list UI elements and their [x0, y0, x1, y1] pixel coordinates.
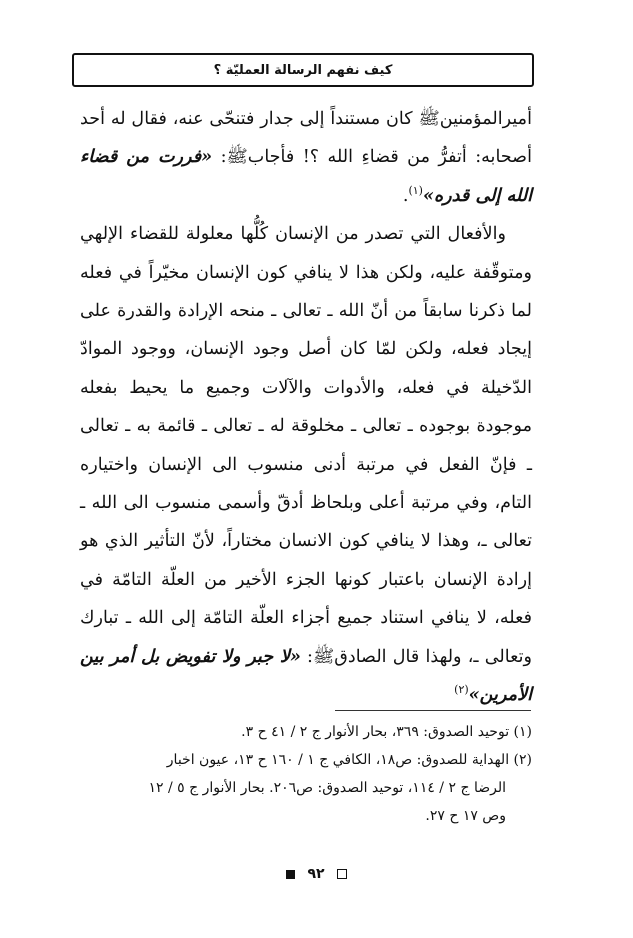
footnote-2-line-1: (٢) الهداية للصدوق: ص١٨، الكافي ج ١ / ١٦٠ ح ١٣، عيون اخبار — [166, 752, 532, 768]
footnote-ref-2: (٢) — [454, 683, 469, 697]
page-footer — [0, 866, 633, 882]
main-text — [80, 100, 532, 715]
footnotes — [80, 718, 532, 830]
page-number: ٩٢ — [307, 866, 325, 882]
paragraph-1-text: أميرالمؤمنينﷺ كان مستنداً إلى جدار فتنحّى عنه، فقال له أحد أصحابه: أتفرُّ من قضاءِ الله ؟! فأجابﷺ: — [80, 109, 532, 168]
paragraph-2-text: والأفعال التي تصدر من الإنسان كُلُّها معلولة للقضاء الإلهي ومتوقّفة عليه، ولكن هذا لا ينافي كون الإنسان مخيّراً في فعله لما ذكرنا سابقاً من أنّ الله ـ تعالى ـ منحه الإرادة والقدرة على إيجاد فعله، ولكن لمّا كان أصل وجود الإنسان، ووجود الموادّ الدّخيلة في فعله، والأدوات والآلات وجميع ما يحيط بفعله موجودة بوجوده ـ تعالى ـ مخلوقة له ـ تعالى ـ قائمة به ـ تعالى ـ فإنّ الفعل في مرتبة أدنى منسوب الى الإنسان واختياره التام، وفي مرتبة أعلى وبلحاظ أدقّ وأسمى منسوب الى الله ـ تعالى ـ، وهذا لا ينافي كون الانسان مختاراً، لأنّ التأثير الذي هو إرادة الإنسان باعتبار كونها الجزء الأخير من العلّة التامّة في فعله، لا ينافي استناد جميع أجزاء العلّة التامّة إلى الله ـ تبارك وتعالى ـ، ولهذا قال الصادقﷺ: — [80, 224, 532, 667]
footnote-divider — [335, 710, 531, 711]
paragraph-1 — [80, 100, 532, 215]
quote-1: «فررت من قضاء الله إلى قدره» — [80, 146, 532, 206]
footnote-2-line-3: وص ١٧ ح ٢٧. — [425, 808, 506, 824]
footnote-1: (١) توحيد الصدوق: ٣٦٩، بحار الأنوار ج ٢ / ٤١ ح ٣. — [241, 724, 532, 740]
running-header — [72, 53, 534, 87]
filled-square-icon — [286, 870, 295, 879]
footnote-ref-1: (١) — [408, 183, 423, 197]
paragraph-1-end: . — [402, 185, 409, 206]
header-title: كيف نفهم الرسالة العمليّة ؟ — [213, 62, 393, 78]
quote-2: «لا جبر ولا تفويض بل أمر بين الأمرين» — [80, 645, 532, 706]
paragraph-2 — [80, 215, 532, 714]
empty-square-icon — [337, 869, 347, 879]
footnote-2-line-2: الرضا ج ٢ / ١١٤، توحيد الصدوق: ص٢٠٦. بحار الأنوار ج ٥ / ١٢ — [148, 780, 506, 796]
